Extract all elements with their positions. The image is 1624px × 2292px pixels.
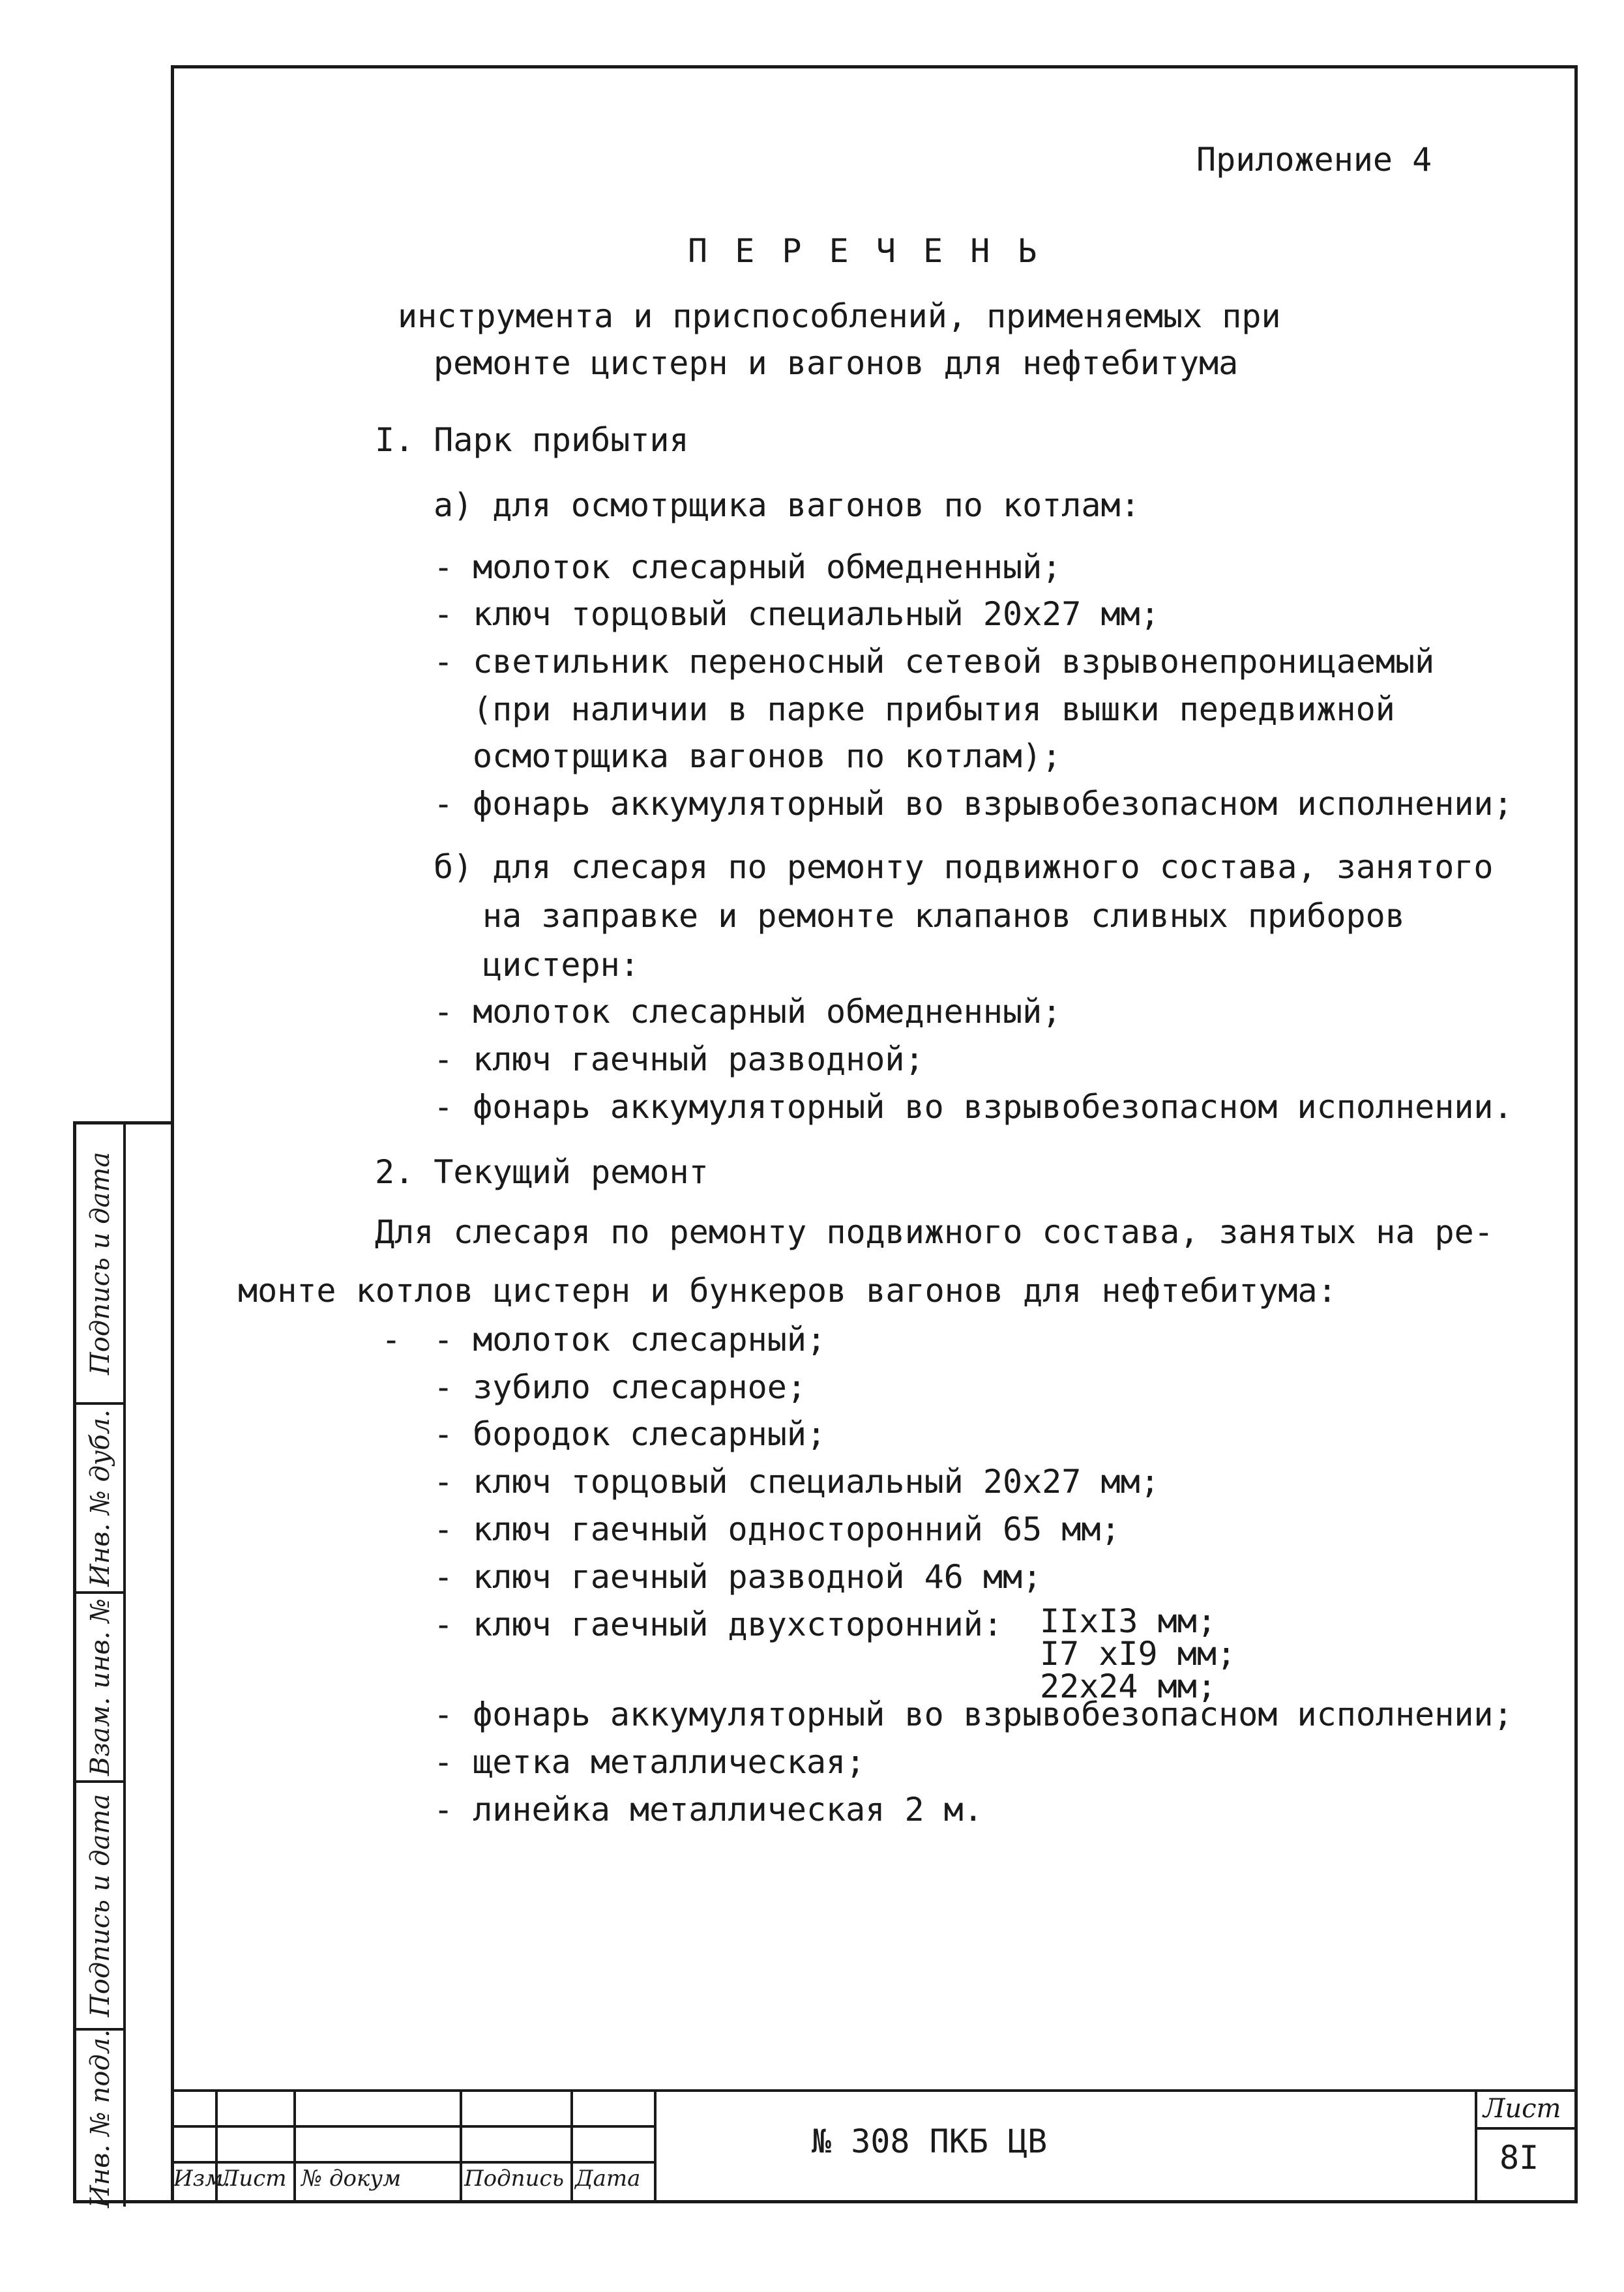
side-label: Инв. № дубл. (85, 1409, 115, 1587)
side-label: Инв. № подл. (85, 2029, 115, 2208)
sheet-number: 8I (1499, 2139, 1539, 2177)
side-cell-inv-podl (76, 2031, 125, 2207)
side-cell-vzam (76, 1594, 125, 1783)
col-divider (654, 2089, 657, 2203)
side-cell-dubl (76, 1405, 125, 1594)
title-subtitle-2: ремонте цистерн и вагонов для нефтебитума (434, 344, 1239, 382)
col-divider (1475, 2089, 1477, 2203)
side-stamp (73, 1121, 171, 2208)
list-item: - фонарь аккумуляторный во взрывобезопасном исполнении. (434, 1088, 1513, 1126)
section2-title: 2. Текущий ремонт (375, 1153, 709, 1191)
list-item: осмотрщика вагонов по котлам); (473, 737, 1062, 775)
list-item: - ключ гаечный разводной; (434, 1040, 924, 1078)
list-item: - щетка металлическая; (434, 1743, 866, 1781)
wrench-size: IIхI3 мм; (1040, 1602, 1217, 1640)
list-item: - молоток слесарный обмедненный; (434, 993, 1062, 1031)
list-item: - ключ гаечный односторонний 65 мм; (434, 1510, 1121, 1548)
list-item: - линейка металлическая 2 м. (434, 1791, 983, 1829)
title-block-row (171, 2125, 657, 2128)
stray-dash: - (381, 1321, 402, 1359)
document-number: № 308 ПКБ ЦВ (812, 2123, 1048, 2160)
appendix-label: Приложение 4 (1196, 141, 1432, 179)
side-label: Взам. инв. № (85, 1598, 115, 1776)
page-frame (171, 65, 1578, 2203)
side-cell-sign-date (76, 1783, 125, 2031)
side-label: Подпись и дата (85, 1793, 115, 2018)
title-block-top (171, 2089, 1578, 2092)
page-title: П Е Р Е Ч Е Н Ь (688, 232, 1041, 270)
sheet-label: Лист (1483, 2094, 1561, 2124)
stamp-col-label: Дата (575, 2166, 641, 2192)
wrench-size: 22х24 мм; (1040, 1668, 1217, 1705)
title-block-row (171, 2161, 657, 2164)
title-subtitle-1: инструмента и приспособлений, применяемых при (398, 297, 1281, 335)
section1-a-title: а) для осмотрщика вагонов по котлам: (434, 486, 1140, 524)
col-divider (460, 2089, 462, 2203)
side-divider (123, 1124, 126, 2207)
section2-intro: Для слесаря по ремонту подвижного состава, занятых на ре- (375, 1213, 1494, 1251)
side-cell-sign-date-top (76, 1124, 125, 1405)
list-item: - ключ торцовый специальный 20х27 мм; (434, 595, 1160, 633)
section1-b-title: на заправке и ремонте клапанов сливных приборов (482, 897, 1405, 935)
list-item: (при наличии в парке прибытия вышки передвижной (473, 690, 1395, 728)
stamp-col-label: Изм. (173, 2166, 231, 2192)
list-item: - бородок слесарный; (434, 1415, 827, 1453)
list-item: - молоток слесарный; (434, 1321, 827, 1359)
list-item: - молоток слесарный обмедненный; (434, 548, 1062, 586)
list-item: - фонарь аккумуляторный во взрывобезопасном исполнении; (434, 1696, 1513, 1733)
list-item: - ключ гаечный двухсторонний: (434, 1606, 1003, 1643)
list-item: - фонарь аккумуляторный во взрывобезопасном исполнении; (434, 785, 1513, 823)
list-item: - ключ гаечный разводной 46 мм; (434, 1558, 1042, 1596)
section2-intro: монте котлов цистерн и бункеров вагонов для нефтебитума: (238, 1272, 1337, 1310)
col-divider (570, 2089, 573, 2203)
wrench-size: I7 хI9 мм; (1040, 1635, 1237, 1673)
section1-title: I. Парк прибытия (375, 421, 689, 459)
section1-b-title: цистерн: (482, 946, 640, 984)
list-item: - зубило слесарное; (434, 1368, 806, 1406)
stamp-col-label: № докум (301, 2166, 402, 2192)
stamp-col-label: Лист (220, 2166, 287, 2192)
list-item: - светильник переносный сетевой взрывонепроницаемый (434, 643, 1435, 681)
side-label: Подпись и дата (85, 1151, 115, 1375)
stamp-col-label: Подпись (464, 2166, 565, 2192)
section1-b-title: б) для слесаря по ремонту подвижного состава, занятого (434, 848, 1494, 886)
list-item: - ключ торцовый специальный 20х27 мм; (434, 1463, 1160, 1501)
col-divider (293, 2089, 296, 2203)
sheet-divider (1475, 2127, 1578, 2130)
